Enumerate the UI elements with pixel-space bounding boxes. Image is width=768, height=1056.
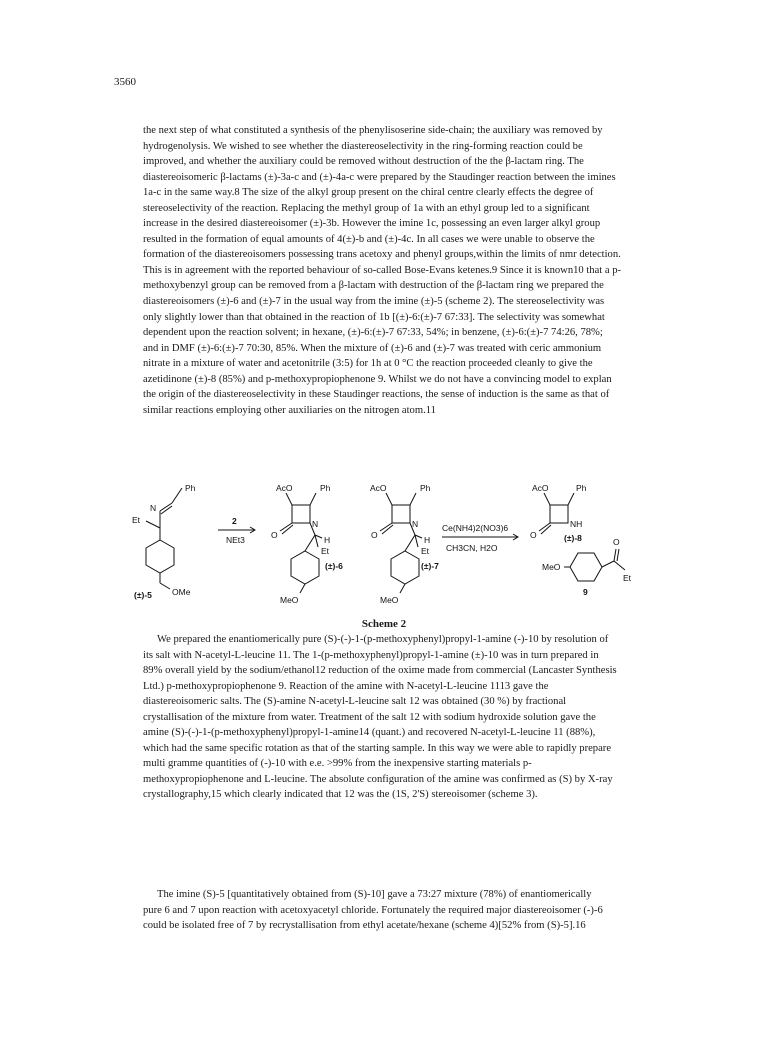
scheme-caption: Scheme 2	[361, 618, 407, 630]
text-line: increase in the desired diastereoisomer (±)-3b. However the imine 1c, possessing an even larger alkyl group	[143, 218, 601, 230]
ketone9-meo-label: MeO	[542, 562, 561, 572]
lactam7-ph-label: Ph	[420, 483, 431, 493]
text-line: similar reactions employing other auxiliaries on the nitrogen atom.11	[143, 404, 436, 416]
reagent-solvent-label: CH3CN, H2O	[446, 543, 498, 553]
text-line: its salt with N-acetyl-L-leucine 11. The 1-(p-methoxyphenyl)propyl-1-amine (±)-10 was in turn prepared in	[143, 649, 599, 661]
imine-et-label: Et	[132, 515, 141, 525]
text-line: diastereoisomeric β-lactams (±)-3a-c and (±)-4a-c were prepared by the Staudinger reaction between the imines	[143, 171, 616, 183]
text-line: methoxypropiophenone and L-leucine. The absolute configuration of the amine was confirmed as (S) by X-ray	[143, 773, 613, 785]
text-line: We prepared the enantiomerically pure (S)-(-)-1-(p-methoxyphenyl)propyl-1-amine (-)-10 by resolution of	[157, 634, 609, 645]
lactam7-meo-label: MeO	[380, 595, 399, 605]
paragraph-1	[143, 123, 653, 418]
compound-5-label: (±)-5	[134, 590, 152, 600]
ketone9-et-label: Et	[623, 573, 632, 583]
compound-7-label: (±)-7	[421, 561, 439, 571]
text-line: diastereoisomeric salts. The (S)-amine N-acetyl-L-leucine salt 12 was obtained (30 %) by fractional	[143, 696, 567, 708]
text-line: azetidinone (±)-8 (85%) and p-methoxypropiophenone 9. Whilst we do not have a convincing model to explan	[143, 373, 612, 385]
lactam7-et-label: Et	[421, 546, 430, 556]
text-line: methoxybenzyl group can be removed from a β-lactam with destruction of the β-lactam ring we prepared the	[143, 280, 604, 292]
text-line: The imine (S)-5 [quantitatively obtained from (S)-10] gave a 73:27 mixture (78%) of enantiomerically	[157, 889, 592, 900]
lactam7-o-label: O	[371, 530, 378, 540]
text-line: resulted in the formation of equal amounts of 4(±)-b and (±)-4c. In all cases we were unable to observe the	[143, 233, 595, 245]
lactam6-et-label: Et	[321, 546, 330, 556]
imine-ome-label: OMe	[172, 587, 191, 597]
reaction-arrow-1	[218, 516, 255, 545]
text-line: pure 6 and 7 upon reaction with acetoxyacetyl chloride. Fortunately the required major diastereoisomer (-)-6	[143, 904, 603, 916]
text-line: multi gramme quantities of (-)-10 with e.e. >99% from the inexpensive starting materials p-	[143, 758, 532, 770]
product8-aco-label: AcO	[532, 483, 549, 493]
imine-ph-label: Ph	[185, 483, 196, 493]
lactam-7-structure	[370, 483, 439, 605]
imine-5-structure	[132, 483, 196, 600]
text-line: nitrate in a mixture of water and acetonitrile (3:5) for 1h at 0 °C the reaction proceeded cleanly to give the	[143, 358, 593, 370]
text-line: and in DMF (±)-6:(±)-7 70:30, 85%. When the mixture of (±)-6 and (±)-7 was treated with ceric ammonium	[143, 342, 602, 354]
text-line: 89% overall yield by the sodium/ethanol12 reduction of the oxime made from commercial (Lancaster Synthesis	[143, 665, 617, 677]
lactam6-n-label: N	[312, 519, 319, 529]
text-line: crystallisation of the mixture from water. Treatment of the salt 12 with sodium hydroxide solution gave the	[143, 711, 596, 723]
page-number: 3560	[114, 76, 136, 88]
text-line: could be isolated free of 7 by recrystallisation from ethyl acetate/hexane (scheme 4)[52% from (S)-5].16	[143, 920, 586, 932]
lactam6-meo-label: MeO	[280, 595, 299, 605]
reagent-2-label: 2	[232, 516, 237, 526]
product8-o-label: O	[530, 530, 537, 540]
text-line: improved, and whether the auxiliary could be removed without destruction of the the β-lactam ring. The	[143, 156, 584, 168]
compound-9-label: 9	[583, 587, 588, 597]
ketone-9-structure	[542, 537, 632, 597]
lactam6-h-label: H	[324, 535, 331, 545]
text-line: the origin of the diastereoselectivity in these Staudinger reactions, the sense of induction is the same as that of	[143, 389, 610, 401]
scheme-2-diagram	[130, 483, 690, 618]
text-line: the next step of what constituted a synthesis of the phenylisoserine side-chain; the auxiliary was removed by	[143, 125, 603, 136]
reagent-net3-label: NEt3	[226, 535, 245, 545]
text-line: Ltd.) p-methoxypropiophenone 9. Reaction of the amine with N-acetyl-L-leucine 1113 gave the	[143, 680, 549, 692]
text-line: which had the same specific rotation as that of the starting sample. In this way we were able to rapidly prepare	[143, 742, 612, 754]
lactam6-ph-label: Ph	[320, 483, 331, 493]
imine-n-label: N	[150, 503, 157, 513]
compound-6-label: (±)-6	[325, 561, 343, 571]
lactam6-o-label: O	[271, 530, 278, 540]
paragraph-3	[143, 887, 653, 934]
product8-nh-label: NH	[570, 519, 583, 529]
lactam-6-structure	[271, 483, 343, 605]
text-line: This is in agreement with the reported behaviour of so-called Bose-Evans ketenes.9 Since it is known10 that a p-	[143, 264, 622, 276]
text-line: stereoselectivity of the reaction. Replacing the methyl group of 1a with an ethyl group led to a significant	[143, 202, 590, 214]
lactam7-aco-label: AcO	[370, 483, 387, 493]
ketone9-o-label: O	[613, 537, 620, 547]
text-line: crystallography,15 which clearly indicated that 12 was the (1S, 2'S) stereoisomer (scheme 3).	[143, 789, 538, 801]
lactam7-h-label: H	[424, 535, 431, 545]
azetidinone-8-structure	[530, 483, 587, 543]
lactam7-n-label: N	[412, 519, 419, 529]
paragraph-2	[143, 632, 653, 803]
text-line: only slightly lower than that obtained in the reaction of 1b [(±)-6:(±)-7 67:33]. The selectivity was somewhat	[143, 311, 605, 323]
reagent-can-label: Ce(NH4)2(NO3)6	[442, 523, 509, 533]
product8-ph-label: Ph	[576, 483, 587, 493]
compound-8-label: (±)-8	[564, 533, 582, 543]
lactam6-aco-label: AcO	[276, 483, 293, 493]
text-line: diastereoisomers (±)-6 and (±)-7 in the usual way from the imine (±)-5 (scheme 2). The stereoselectivity was	[143, 296, 605, 308]
text-line: 1a-c in the same way.8 The size of the alkyl group present on the chiral centre clearly effects the degree of	[143, 187, 594, 199]
text-line: formation of the diastereoisomers possessing trans acetoxy and phenyl groups,within the limits of nmr detection.	[143, 249, 621, 261]
text-line: amine (S)-(-)-1-(p-methoxyphenyl)propyl-1-amine14 (quant.) and recovered N-acetyl-L-leucine 11 (88%),	[143, 727, 596, 739]
reaction-arrow-2	[442, 523, 518, 553]
text-line: hydrogenolysis. We wished to see whether the diastereoselectivity in the ring-forming reaction could be	[143, 140, 583, 152]
text-line: dependent upon the reaction solvent; in hexane, (±)-6:(±)-7 67:33, 54%; in benzene, (±)-6:(±)-7 74:26, 78%;	[143, 327, 603, 339]
